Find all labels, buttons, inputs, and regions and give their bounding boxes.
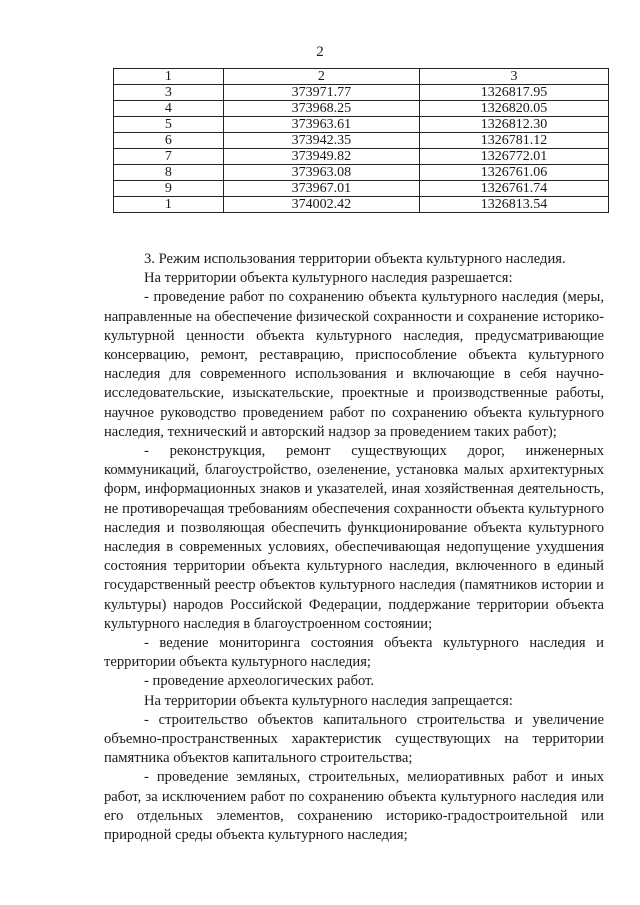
- point-number-cell: 1: [114, 197, 224, 213]
- table-header-row: [114, 69, 609, 85]
- prohibited-intro: На территории объекта культурного наследия запрещается:: [144, 692, 513, 709]
- table-row: [114, 197, 609, 213]
- table-row: [114, 133, 609, 149]
- x-coordinate-cell: 373942.35: [223, 133, 419, 149]
- table-row: [114, 117, 609, 133]
- x-coordinate-cell: 373967.01: [223, 181, 419, 197]
- permitted-item: - реконструкция, ремонт существующих дорог, инженерных коммуникаций, благоустройство, озеленение, установка малых архитектурных форм, информационных знаков и указателей, иная хозяйственная деятельность, не противоречащая требованиям обеспечения сохранности объекта культурного наследия и позволяющая обеспечить функционирование объекта культурного наследия в современных условиях, обеспечивающая недопущение ухудшения состояния территории объекта культурного наследия, включенного в единый государственный реестр объектов культурного наследия (памятников истории и культуры) народов Российской Федерации, поддержание территории объекта культурного наследия в благоустроенном состоянии;: [104, 443, 604, 632]
- prohibited-item: - проведение земляных, строительных, мелиоративных работ и иных работ, за исключением работ по сохранению объекта культурного наследия или его отдельных элементов, сохранению историко-градостроительной или природной среды объекта культурного наследия;: [104, 769, 604, 844]
- y-coordinate-cell: 1326812.30: [420, 117, 609, 133]
- point-number-cell: 4: [114, 101, 224, 117]
- permitted-item: - проведение работ по сохранению объекта культурного наследия (меры, направленные на обеспечение физической сохранности и сохранение историко-культурной ценности объекта культурного наследия, предусматривающие консервацию, ремонт, реставрацию, приспособление объекта культурного наследия для современного использования и включающие в себя научно-исследовательские, изыскательские, проектные и производственные работы, научное руководство проведением работ по сохранению объекта культурного наследия, технический и авторский надзор за проведением таких работ);: [104, 289, 604, 440]
- header-cell: 1: [114, 69, 224, 85]
- y-coordinate-cell: 1326817.95: [420, 85, 609, 101]
- point-number-cell: 7: [114, 149, 224, 165]
- header-cell: 2: [223, 69, 419, 85]
- x-coordinate-cell: 373963.08: [223, 165, 419, 181]
- table-row: [114, 181, 609, 197]
- x-coordinate-cell: 373949.82: [223, 149, 419, 165]
- point-number-cell: 9: [114, 181, 224, 197]
- prohibited-item: - строительство объектов капитального строительства и увеличение объемно-пространственных характеристик существующих на территории памятника объектов капитального строительства;: [104, 711, 604, 767]
- permitted-item: - ведение мониторинга состояния объекта культурного наследия и территории объекта культурного наследия;: [104, 635, 604, 671]
- coordinates-table: [113, 68, 609, 213]
- y-coordinate-cell: 1326781.12: [420, 133, 609, 149]
- y-coordinate-cell: 1326761.06: [420, 165, 609, 181]
- x-coordinate-cell: 373963.61: [223, 117, 419, 133]
- y-coordinate-cell: 1326761.74: [420, 181, 609, 197]
- header-cell: 3: [420, 69, 609, 85]
- y-coordinate-cell: 1326772.01: [420, 149, 609, 165]
- table-row: [114, 101, 609, 117]
- x-coordinate-cell: 373968.25: [223, 101, 419, 117]
- point-number-cell: 8: [114, 165, 224, 181]
- point-number-cell: 6: [114, 133, 224, 149]
- y-coordinate-cell: 1326820.05: [420, 101, 609, 117]
- table-row: [114, 165, 609, 181]
- point-number-cell: 5: [114, 117, 224, 133]
- section-heading: 3. Режим использования территории объекта культурного наследия.: [144, 251, 566, 267]
- point-number-cell: 3: [114, 85, 224, 101]
- x-coordinate-cell: 373971.77: [223, 85, 419, 101]
- table-row: [114, 85, 609, 101]
- page-number: 2: [316, 44, 324, 60]
- table-row: [114, 149, 609, 165]
- permitted-intro: На территории объекта культурного наследия разрешается:: [144, 270, 513, 287]
- permitted-item: - проведение археологических работ.: [144, 673, 375, 690]
- document-body: [104, 250, 604, 845]
- x-coordinate-cell: 374002.42: [223, 197, 419, 213]
- y-coordinate-cell: 1326813.54: [420, 197, 609, 213]
